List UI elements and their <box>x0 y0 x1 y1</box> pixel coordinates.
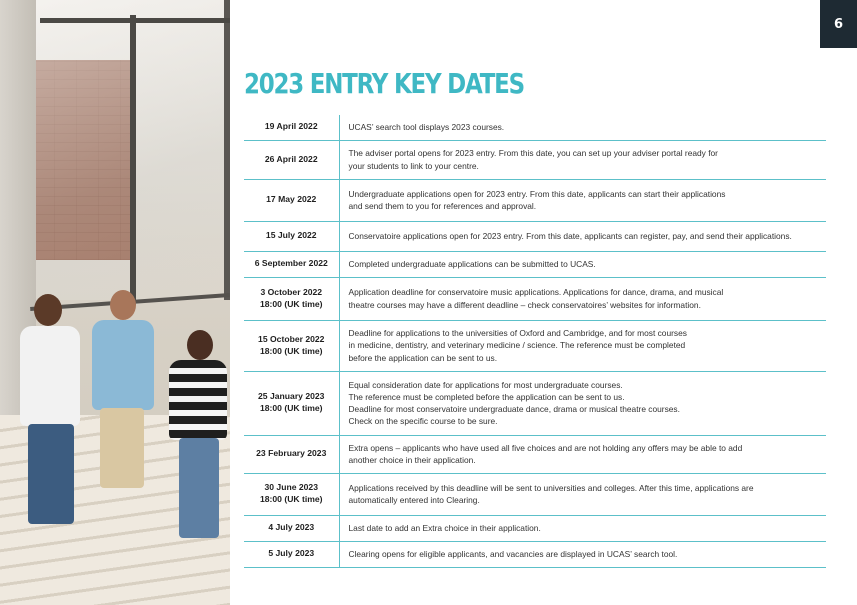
date-text: 3 October 2022 <box>260 286 323 297</box>
key-date-row <box>244 251 826 277</box>
description-line: another choice in their application. <box>348 455 476 465</box>
description-line: your students to link to your centre. <box>348 160 479 171</box>
date-text: 15 October 2022 <box>258 333 325 344</box>
key-date <box>244 277 339 320</box>
key-date <box>244 371 339 435</box>
key-date-description <box>339 251 826 277</box>
key-date-description <box>339 435 826 473</box>
page-number: 6 <box>820 0 857 48</box>
description-line: Extra opens – applicants who have used all five choices and are not holding any offers may be able to add <box>348 442 743 453</box>
description-line: Deadline for most conservatoire undergraduate dance, drama or musical theatre courses. <box>348 404 680 414</box>
date-text: 30 June 2023 <box>264 482 318 493</box>
date-text: 15 July 2022 <box>265 230 317 241</box>
window-frame <box>130 15 136 305</box>
date-text: 19 April 2022 <box>264 121 318 132</box>
key-date-description <box>339 515 826 541</box>
key-date-row <box>244 277 826 320</box>
date-text: 6 September 2022 <box>254 258 328 269</box>
key-date <box>244 140 339 179</box>
description-line: Completed undergraduate applications can be submitted to UCAS. <box>348 258 596 269</box>
description-line: UCAS’ search tool displays 2023 courses. <box>348 122 505 133</box>
description-line: before the application can be sent to us. <box>348 352 498 363</box>
date-text: 23 February 2023 <box>256 448 327 459</box>
description-line: The adviser portal opens for 2023 entry. From this date, you can set up your adviser portal ready for <box>348 148 718 159</box>
time-text: 18:00 (UK time) <box>259 403 323 413</box>
key-date <box>244 435 339 473</box>
description-line: Check on the specific course to be sure. <box>348 416 498 427</box>
key-date-description <box>339 371 826 435</box>
description-line: Application deadline for conservatoire music applications. Applications for dance, drama, and musical <box>348 287 724 298</box>
key-dates-table <box>244 115 826 568</box>
key-date-row <box>244 179 826 221</box>
key-date-row <box>244 541 826 567</box>
time-text: 18:00 (UK time) <box>259 494 323 504</box>
key-date-row <box>244 221 826 251</box>
time-text: 18:00 (UK time) <box>259 345 323 356</box>
date-text: 26 April 2022 <box>264 153 318 164</box>
page-title: 2023 ENTRY KEY DATES <box>244 67 524 100</box>
key-date-description <box>339 320 826 371</box>
key-date-row <box>244 140 826 179</box>
key-date-description <box>339 140 826 179</box>
key-date-row <box>244 473 826 515</box>
key-date-description <box>339 277 826 320</box>
key-date-description <box>339 179 826 221</box>
key-date <box>244 115 339 140</box>
description-line: and send them to you for references and approval. <box>348 201 537 211</box>
key-date-row <box>244 435 826 473</box>
description-line: Clearing opens for eligible applicants, and vacancies are displayed in UCAS’ search tool. <box>348 548 678 559</box>
key-date-row <box>244 371 826 435</box>
description-line: The reference must be completed before the application can be sent to us. <box>348 391 625 402</box>
key-date-row <box>244 320 826 371</box>
key-date-row <box>244 115 826 140</box>
description-line: Conservatoire applications open for 2023 entry. From this date, applicants can register, pay, and send their applications. <box>348 230 792 241</box>
key-date <box>244 251 339 277</box>
description-line: Applications received by this deadline will be sent to universities and colleges. After this time, applications are <box>348 482 754 493</box>
key-date <box>244 179 339 221</box>
key-date <box>244 515 339 541</box>
description-line: Deadline for applications to the universities of Oxford and Cambridge, and for most courses <box>348 328 687 339</box>
date-text: 4 July 2023 <box>268 522 315 533</box>
key-date <box>244 473 339 515</box>
description-line: Equal consideration date for applications for most undergraduate courses. <box>348 379 623 390</box>
description-line: Undergraduate applications open for 2023 entry. From this date, applicants can start their applications <box>348 188 726 199</box>
student-right <box>165 330 230 560</box>
description-line: theatre courses may have a different deadline – check conservatoires’ websites for information. <box>348 299 701 310</box>
description-line: in medicine, dentistry, and veterinary medicine / science. The reference must be completed <box>348 340 686 351</box>
key-date-description <box>339 115 826 140</box>
student-middle <box>86 290 166 510</box>
date-text: 25 January 2023 <box>258 391 325 402</box>
date-text: 17 May 2022 <box>266 194 317 205</box>
key-date-description <box>339 473 826 515</box>
description-line: automatically entered into Clearing. <box>348 495 480 505</box>
time-text: 18:00 (UK time) <box>259 298 323 309</box>
key-date <box>244 320 339 371</box>
key-date-description <box>339 221 826 251</box>
key-date <box>244 221 339 251</box>
key-date <box>244 541 339 567</box>
date-text: 5 July 2023 <box>268 548 315 559</box>
window-frame <box>40 18 230 23</box>
key-date-description <box>339 541 826 567</box>
students-photo <box>0 0 230 605</box>
description-line: Last date to add an Extra choice in their application. <box>348 522 541 533</box>
key-date-row <box>244 515 826 541</box>
